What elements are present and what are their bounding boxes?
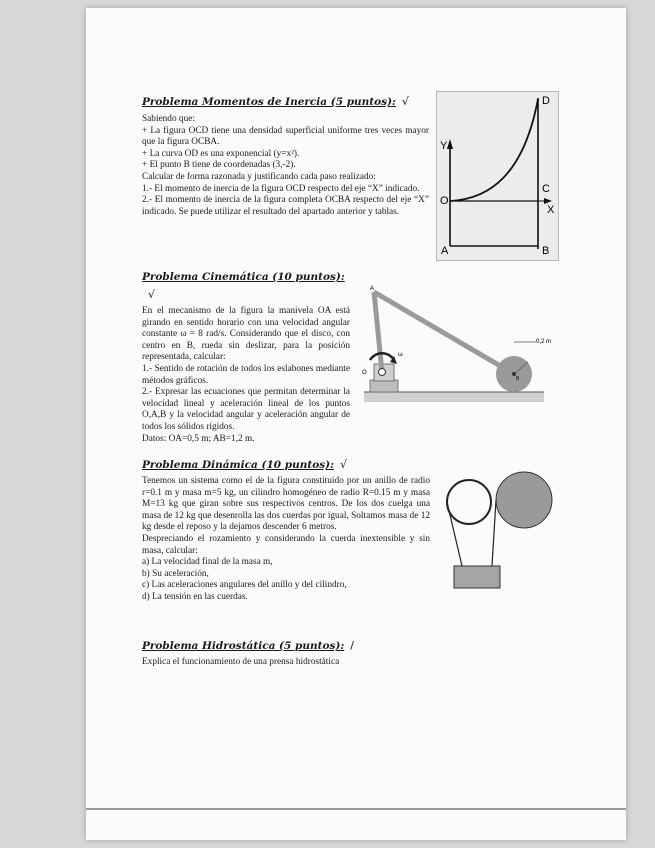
checkmark-icon: √: [148, 288, 156, 301]
label-d: D: [542, 95, 550, 107]
figure-frame: [436, 91, 559, 261]
inertia-line: + La figura OCD tiene una densidad superficial uniforme tres veces mayor que la figura OCBA.: [142, 125, 429, 148]
label-radius: 0,2 m: [536, 339, 552, 345]
cylinder: [496, 472, 552, 528]
label-a: A: [370, 286, 375, 292]
label-a: A: [441, 245, 449, 257]
rope-left: [447, 502, 462, 566]
inertia-line: 2.- El momento de inercia de la figura completa OCBA respecto del eje “X” indicado. Se puede utilizar el resultado del apartado anterior y tablas.: [142, 195, 429, 217]
label-o: O: [362, 370, 367, 376]
dynamics-figure: [440, 470, 570, 596]
ground: [364, 392, 544, 402]
hanging-mass: [454, 566, 500, 588]
label-omega: ω: [398, 352, 403, 358]
dynamics-line: c) Las aceleraciones angulares del anillo y del cilindro,: [142, 580, 347, 591]
section-dynamics: [142, 455, 430, 604]
label-b: B: [542, 245, 550, 257]
kinematics-title: Problema Cinemática (10 puntos):: [142, 271, 345, 283]
dynamics-title: Problema Dinámica (10 puntos):: [142, 459, 334, 471]
page-bottom-edge: [86, 808, 626, 810]
kinematics-line: Datos: OA=0,5 m; AB=1,2 m.: [142, 433, 255, 444]
section-kinematics: [142, 267, 350, 445]
crank-oa: [374, 292, 382, 372]
label-c: C: [542, 183, 550, 195]
label-b: B: [516, 376, 520, 382]
kinematics-line: 2.- Expresar las ecuaciones que permitan determinar la velocidad lineal y aceleración lineal de los puntos O,A,B y la velocidad angular y aceleración angular de todos los sólidos rígidos.: [142, 387, 350, 432]
inertia-figure: [436, 91, 559, 261]
kinematics-line: En el mecanismo de la figura la manivela OA está girando en sentido horario con una velocidad angular constante ω = 8 rad/s. Considerando que el disco, con centro en B, rueda sin deslizar, para la posición representada, calcular:: [142, 306, 350, 363]
dynamics-line: a) La velocidad final de la masa m,: [142, 557, 273, 568]
checkmark-icon: √: [401, 95, 409, 108]
hydrostatics-title: Problema Hidrostática (5 puntos):: [142, 640, 345, 652]
checkmark-icon: /: [350, 639, 354, 652]
section-inertia: [142, 92, 429, 218]
inertia-line: Calcular de forma razonada y justificando cada paso realizado:: [142, 171, 376, 182]
pivot-base: [370, 380, 398, 392]
inertia-line: + La curva OD es una exponencial (y=x²).: [142, 148, 300, 159]
rope-right: [492, 500, 496, 566]
dynamics-line: d) La tensión en las cuerdas.: [142, 591, 248, 602]
pivot-o-pin: [379, 369, 386, 376]
dynamics-line: Tenemos un sistema como el de la figura constituido por un anillo de radio r=0.1 m y masa m=5 kg, un cilindro homogéneo de radio R=0.15 m y masa M=13 kg que giran sobre sus respectivos centros. De los dos cuelga una masa de 12 kg que desenrolla las dos cuerdas por igual, Soltamos masa de 12 kg desde el reposo y la dejamos descender 6 metros.: [142, 476, 430, 533]
inertia-line: Sabiendo que:: [142, 114, 195, 124]
section-hydrostatics: [142, 636, 432, 669]
kinematics-line: 1.- Sentido de rotación de todos los eslabones mediante métodos gráficos.: [142, 363, 350, 386]
ring-anillo: [447, 480, 491, 524]
label-x: X: [547, 204, 555, 216]
label-o: O: [440, 195, 449, 207]
inertia-title: Problema Momentos de Inercia (5 puntos):: [142, 96, 396, 108]
dynamics-line: Despreciando el rozamiento y considerando la cuerda inextensible y sin masa, calcular:: [142, 533, 430, 556]
dynamics-line: b) Su aceleración,: [142, 568, 209, 579]
kinematics-figure: [360, 280, 560, 410]
inertia-line: + El punto B tiene de coordenadas (3,-2).: [142, 160, 296, 171]
label-y: Y: [440, 140, 448, 152]
hydrostatics-line: Explica el funcionamiento de una prensa hidrostática: [142, 657, 340, 667]
checkmark-icon: √: [339, 458, 347, 471]
inertia-line: 1.- El momento de inercia de la figura OCD respecto del eje “X” indicado.: [142, 183, 420, 194]
